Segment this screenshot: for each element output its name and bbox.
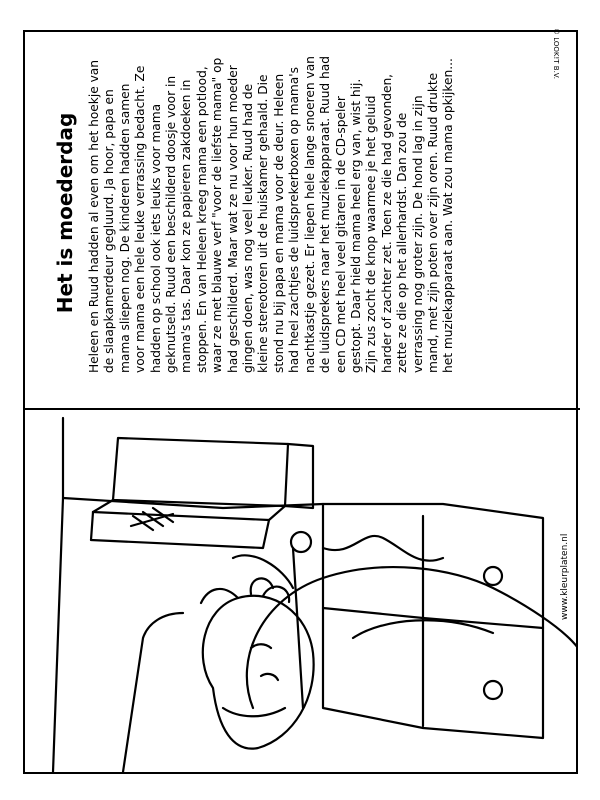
speaker-box-front (91, 512, 269, 548)
bedpost (293, 548, 303, 708)
blanket-fold-2 (233, 555, 293, 588)
bedroom-illustration (23, 408, 578, 772)
headboard (123, 613, 183, 772)
mouth (261, 674, 278, 680)
speaker-back (285, 444, 313, 508)
wall-edge (53, 418, 63, 772)
copyright-notice: © LOOK!T B.V. (552, 28, 560, 79)
story-title: Het is moederdag (53, 112, 77, 314)
drawer-knob-top (484, 567, 502, 585)
bedpost-knob (291, 532, 311, 552)
speaker-cable (323, 536, 443, 561)
closed-eye (251, 644, 271, 648)
speaker-box (113, 438, 288, 506)
story-panel (53, 53, 573, 373)
drawer-knob-bottom (484, 681, 502, 699)
speaker-grille (131, 508, 173, 530)
drawer-line (323, 608, 543, 628)
chin-line (223, 708, 285, 716)
story-text: Heleen en Ruud hadden al even om het hoekje van de slaapkamerdeur gegluurd. Ja hoor, papa en mama sliepen nog. De kinderen hadden samen voor mama een hele leuke verrassing bedacht. Ze hadden op school ook iets leuks voor mama geknutseld. Ruud een beschilderd doosje voor in mama's tas. Daar kon ze papieren zakdoeken in stoppen. En van Heleen kreeg mama een potlood, waar ze met blauwe verf "voor de liefste mama" op had geschilderd. Maar wat ze nu voor hun moeder gingen doen, was nog veel leuker. Ruud had de kleine stereotoren uit de huiskamer gehaald. Die stond nu bij papa en mama voor de deur. Heleen had heel zachtjes de luidsprekerboxen op mama's nachtkastje gezet. Er liepen hele lange snoeren van de luidsprekers naar het muziekapparaat. Ruud had een CD met heel veel gitaren in de CD-speler gestopt. Daar hield mama heel erg van, wist hij. Zijn zus zocht de knop waarmee je het geluid harder of zachter zet. Toen ze die had gevonden, zette ze die op het allerhardst. Dan zou de verrassing nog groter zijn. De hond lag in zijn mand, met zijn poten over zijn oren. Ruud drukte het muziekapparaat aan. Wat zou mama opkijken... (87, 56, 456, 373)
website-credit: www.kleurplaten.nl (560, 533, 570, 620)
